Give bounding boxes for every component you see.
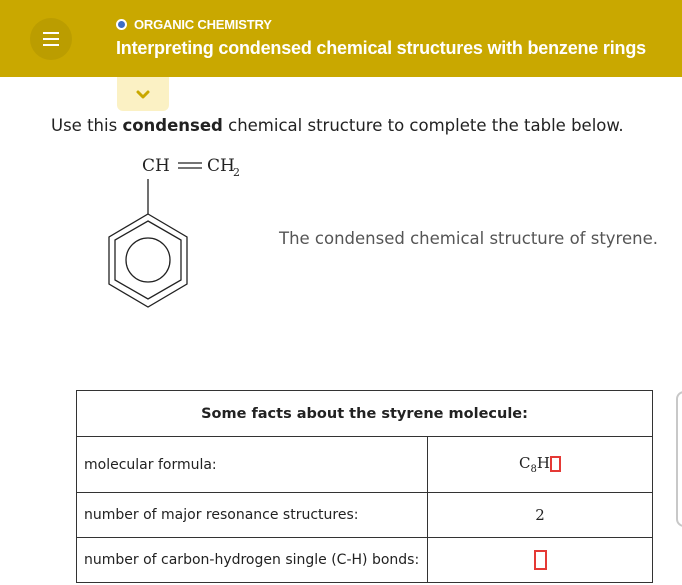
benzene-ring-inner <box>115 221 181 299</box>
instruction-text <box>51 116 624 135</box>
formula-hydrogen: H <box>536 454 550 472</box>
formula-carbon-count: 8 <box>530 464 537 475</box>
ch-bonds-cell <box>428 538 653 583</box>
side-panel-tab[interactable] <box>676 391 682 527</box>
benzene-ring <box>109 214 187 307</box>
table-row <box>77 538 653 583</box>
vinyl-ch2-subscript: 2 <box>233 166 240 179</box>
structure-caption: The condensed chemical structure of styrene. <box>279 229 658 248</box>
molecular-formula-label: molecular formula: <box>77 437 428 493</box>
topic-label: ORGANIC CHEMISTRY <box>134 16 272 32</box>
resonance-structures-value: 2 <box>428 493 653 538</box>
formula-carbon: C <box>519 454 531 472</box>
facts-table <box>76 390 653 583</box>
menu-icon <box>43 32 59 34</box>
header-bar <box>0 0 682 77</box>
instruction-emphasis: condensed <box>122 116 223 135</box>
topic-row <box>116 15 272 33</box>
instruction-before: Use this <box>51 116 118 135</box>
menu-button[interactable] <box>30 18 72 60</box>
table-heading: Some facts about the styrene molecule: <box>77 391 653 437</box>
topic-circle-icon <box>116 19 127 30</box>
chevron-down-icon <box>117 77 169 111</box>
menu-icon-bar <box>43 38 59 40</box>
instruction-after: chemical structure to complete the table below. <box>228 116 624 135</box>
styrene-structure-diagram <box>100 150 260 320</box>
menu-icon-bar <box>43 44 59 46</box>
table-row <box>77 493 653 538</box>
ch-bonds-input[interactable] <box>534 550 547 570</box>
page-title: Interpreting condensed chemical structures with benzene rings <box>116 38 646 58</box>
aromatic-circle <box>126 238 170 282</box>
resonance-structures-label: number of major resonance structures: <box>77 493 428 538</box>
vinyl-ch2-label: CH <box>207 156 235 176</box>
vinyl-ch-label: CH <box>142 156 170 176</box>
ch-bonds-label: number of carbon-hydrogen single (C-H) bonds: <box>77 538 428 583</box>
hydrogen-count-input[interactable] <box>550 456 561 472</box>
molecular-formula-cell <box>428 437 653 493</box>
collapse-toggle-button[interactable] <box>117 77 169 111</box>
table-row <box>77 437 653 493</box>
